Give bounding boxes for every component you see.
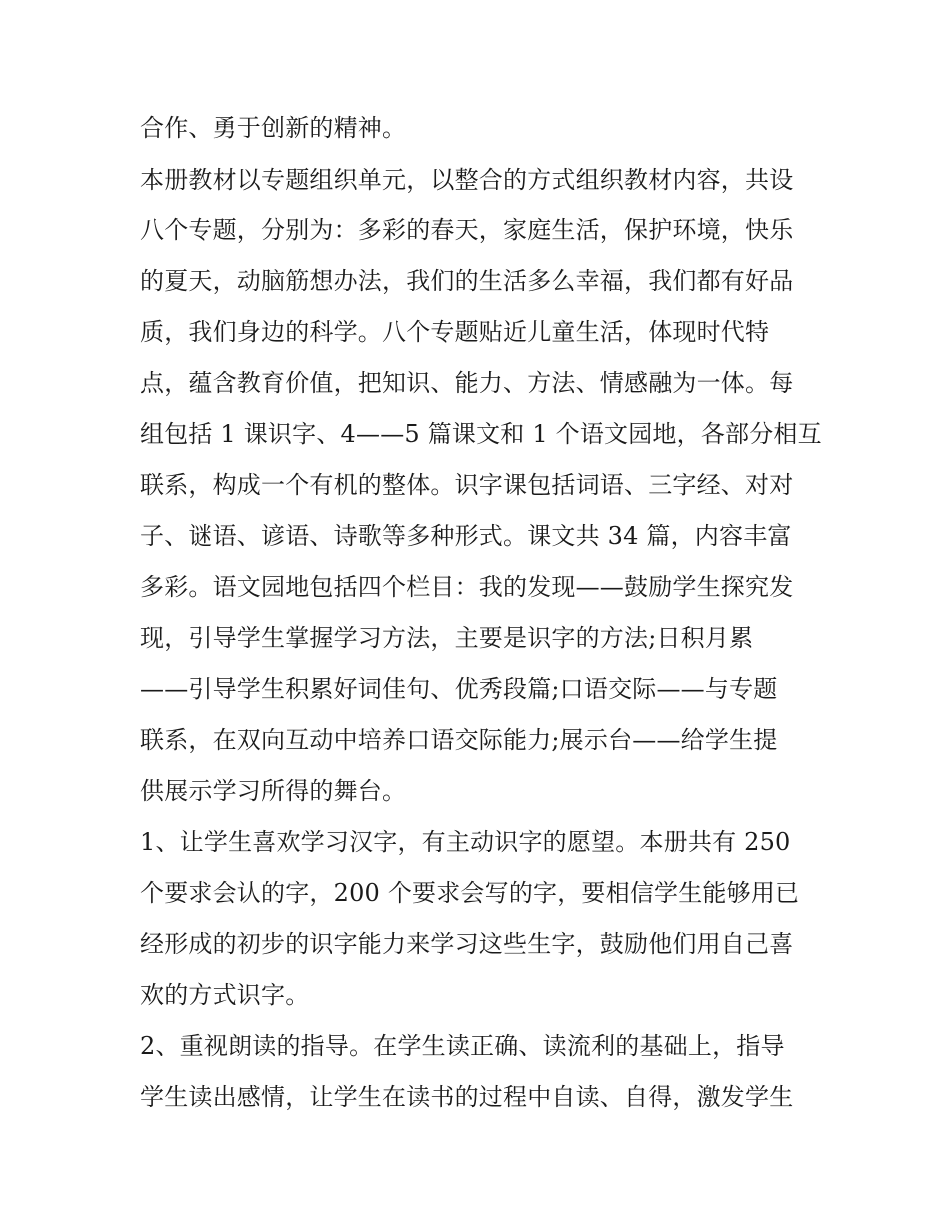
text-line: 欢的方式识字。 xyxy=(140,981,310,1009)
text-line: 经形成的初步的识字能力来学习这些生字，鼓励他们用自己喜 xyxy=(140,930,794,958)
text-line: 点，蕴含教育价值，把知识、能力、方法、情感融为一体。每 xyxy=(140,369,794,397)
text-line: 联系，构成一个有机的整体。识字课包括词语、三字经、对对 xyxy=(140,471,794,499)
text-line: 合作、勇于创新的精神。 xyxy=(140,114,407,142)
text-line: 的夏天，动脑筋想办法，我们的生活多么幸福，我们都有好品 xyxy=(140,267,794,295)
text-line: 个要求会认的字，200 个要求会写的字，要相信学生能够用已 xyxy=(140,879,800,907)
text-line: ——引导学生积累好词佳句、优秀段篇;口语交际——与专题 xyxy=(140,675,778,703)
text-line: 学生读出感情，让学生在读书的过程中自读、自得，激发学生 xyxy=(140,1083,794,1111)
text-line: 子、谜语、谚语、诗歌等多种形式。课文共 34 篇，内容丰富 xyxy=(140,522,792,550)
text-line: 2、重视朗读的指导。在学生读正确、读流利的基础上，指导 xyxy=(140,1032,785,1060)
text-line: 本册教材以专题组织单元，以整合的方式组织教材内容，共设 xyxy=(140,166,794,194)
text-line: 多彩。语文园地包括四个栏目：我的发现——鼓励学生探究发 xyxy=(140,573,794,601)
text-line: 1、让学生喜欢学习汉字，有主动识字的愿望。本册共有 250 xyxy=(140,828,791,856)
text-line: 联系，在双向互动中培养口语交际能力;展示台——给学生提 xyxy=(140,726,778,754)
text-line: 供展示学习所得的舞台。 xyxy=(140,777,407,805)
text-line: 现，引导学生掌握学习方法，主要是识字的方法;日积月累 xyxy=(140,624,754,652)
text-line: 组包括 1 课识字、4——5 篇课文和 1 个语文园地，各部分相互 xyxy=(140,420,822,448)
text-line: 八个专题，分别为：多彩的春天，家庭生活，保护环境，快乐 xyxy=(140,216,794,244)
text-line: 质，我们身边的科学。八个专题贴近儿童生活，体现时代特 xyxy=(140,318,770,346)
